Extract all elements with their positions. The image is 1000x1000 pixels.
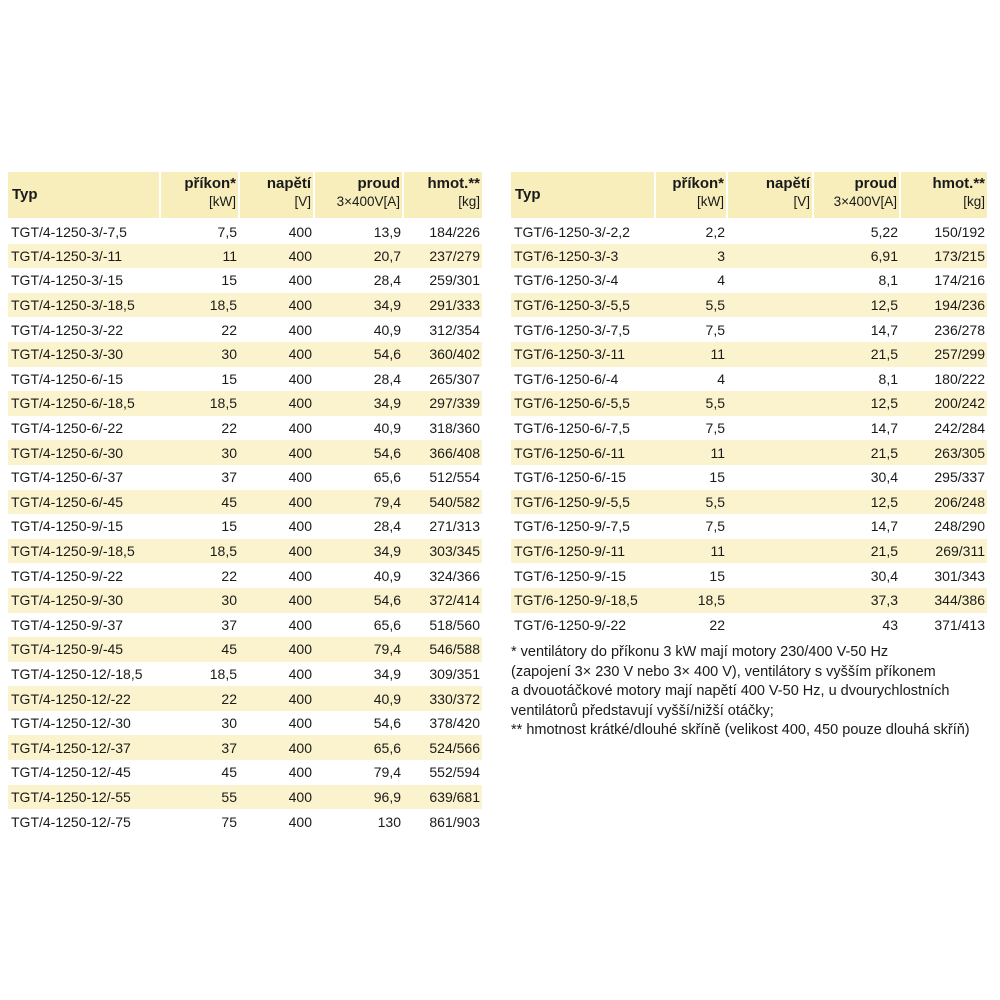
cell-proud: 6,91 bbox=[727, 244, 900, 269]
cell-typ: TGT/6-1250-3/-7,5 bbox=[514, 321, 630, 338]
cell-prikon: 5,5 bbox=[655, 391, 727, 416]
cell-prikon: 18,5 bbox=[160, 293, 239, 318]
cell-prikon: 15 bbox=[221, 370, 237, 387]
table-row bbox=[8, 613, 482, 638]
header-proud: proud 3×400V[A] bbox=[314, 172, 403, 219]
cell-hmotnost: 330/372 bbox=[403, 686, 482, 711]
cell-hmotnost: 301/343 bbox=[934, 567, 985, 584]
cell-prikon: 2,2 bbox=[705, 223, 725, 240]
cell-typ: TGT/6-1250-3/-5,5 bbox=[511, 293, 655, 318]
cell-prikon: 5,5 bbox=[655, 293, 727, 318]
cell-typ: TGT/4-1250-6/-30 bbox=[8, 440, 160, 465]
cell-prikon: 22 bbox=[221, 321, 237, 338]
cell-typ: TGT/4-1250-12/-18,5 bbox=[11, 665, 143, 682]
cell-prikon: 22 bbox=[221, 567, 237, 584]
header-prikon: příkon* [kW] bbox=[655, 172, 727, 219]
cell-hmotnost: 552/594 bbox=[429, 764, 480, 781]
cell-proud: 20,7 bbox=[314, 244, 403, 269]
header-prikon: příkon* [kW] bbox=[160, 172, 239, 219]
cell-proud: 96,9 bbox=[314, 785, 403, 810]
cell-napeti: 400 bbox=[288, 665, 312, 682]
cell-hmotnost: 378/420 bbox=[429, 715, 480, 732]
table-row bbox=[8, 711, 482, 736]
cell-proud: 28,4 bbox=[373, 370, 401, 387]
cell-typ: TGT/6-1250-6/-5,5 bbox=[511, 391, 655, 416]
cell-prikon: 22 bbox=[160, 686, 239, 711]
table-row bbox=[8, 588, 482, 613]
cell-hmotnost: 303/345 bbox=[403, 539, 482, 564]
cell-prikon: 11 bbox=[655, 342, 727, 367]
cell-prikon: 30 bbox=[160, 588, 239, 613]
cell-napeti: 400 bbox=[239, 588, 314, 613]
cell-proud: 28,4 bbox=[373, 518, 401, 535]
cell-hmotnost: 242/284 bbox=[934, 420, 985, 437]
cell-hmotnost: 194/236 bbox=[900, 293, 987, 318]
cell-napeti: 400 bbox=[288, 370, 312, 387]
table-row bbox=[8, 244, 482, 269]
table-row bbox=[511, 391, 987, 416]
cell-hmotnost: 180/222 bbox=[934, 370, 985, 387]
cell-proud: 12,5 bbox=[727, 293, 900, 318]
cell-prikon: 22 bbox=[221, 420, 237, 437]
cell-proud: 65,6 bbox=[314, 735, 403, 760]
cell-typ: TGT/4-1250-9/-22 bbox=[11, 567, 124, 584]
cell-hmotnost: 237/279 bbox=[403, 244, 482, 269]
cell-typ: TGT/6-1250-9/-11 bbox=[511, 539, 655, 564]
cell-proud: 40,9 bbox=[373, 321, 401, 338]
cell-hmotnost: 546/588 bbox=[403, 637, 482, 662]
cell-proud: 21,5 bbox=[727, 440, 900, 465]
cell-hmotnost: 206/248 bbox=[900, 490, 987, 515]
spec-table-left bbox=[8, 172, 482, 834]
cell-typ: TGT/4-1250-12/-22 bbox=[8, 686, 160, 711]
table-row bbox=[511, 588, 987, 613]
cell-hmotnost: 291/333 bbox=[403, 293, 482, 318]
header-typ: Typ bbox=[8, 172, 160, 219]
cell-prikon: 45 bbox=[160, 637, 239, 662]
cell-napeti: 400 bbox=[288, 223, 312, 240]
cell-hmotnost: 297/339 bbox=[403, 391, 482, 416]
cell-typ: TGT/4-1250-3/-11 bbox=[8, 244, 160, 269]
cell-prikon: 3 bbox=[655, 244, 727, 269]
table-row bbox=[511, 440, 987, 465]
cell-napeti: 400 bbox=[239, 686, 314, 711]
table-row bbox=[8, 760, 482, 785]
table-row bbox=[511, 244, 987, 269]
cell-proud: 130 bbox=[377, 813, 401, 830]
cell-typ: TGT/4-1250-6/-45 bbox=[8, 490, 160, 515]
cell-proud: 14,7 bbox=[870, 518, 898, 535]
cell-proud: 40,9 bbox=[314, 686, 403, 711]
table-row bbox=[8, 514, 482, 539]
cell-prikon: 18,5 bbox=[655, 588, 727, 613]
cell-proud: 8,1 bbox=[878, 370, 898, 387]
table-row bbox=[511, 514, 987, 539]
cell-prikon: 55 bbox=[160, 785, 239, 810]
cell-napeti: 400 bbox=[288, 420, 312, 437]
cell-prikon: 30 bbox=[221, 715, 237, 732]
cell-hmotnost: 309/351 bbox=[429, 665, 480, 682]
cell-proud: 21,5 bbox=[727, 342, 900, 367]
table-row bbox=[511, 465, 987, 490]
cell-hmotnost: 269/311 bbox=[900, 539, 987, 564]
cell-napeti: 400 bbox=[239, 539, 314, 564]
cell-napeti: 400 bbox=[239, 342, 314, 367]
cell-napeti: 400 bbox=[288, 764, 312, 781]
cell-typ: TGT/4-1250-12/-45 bbox=[11, 764, 131, 781]
cell-prikon: 5,5 bbox=[655, 490, 727, 515]
cell-proud: 54,6 bbox=[373, 715, 401, 732]
cell-proud: 79,4 bbox=[373, 764, 401, 781]
cell-typ: TGT/4-1250-12/-30 bbox=[11, 715, 131, 732]
cell-typ: TGT/6-1250-6/-11 bbox=[511, 440, 655, 465]
cell-typ: TGT/6-1250-3/-2,2 bbox=[514, 223, 630, 240]
cell-proud: 40,9 bbox=[373, 420, 401, 437]
cell-proud: 54,6 bbox=[314, 342, 403, 367]
cell-typ: TGT/4-1250-3/-7,5 bbox=[11, 223, 127, 240]
cell-napeti: 400 bbox=[288, 813, 312, 830]
cell-napeti: 400 bbox=[239, 440, 314, 465]
cell-prikon: 7,5 bbox=[705, 420, 725, 437]
cell-hmotnost: 174/216 bbox=[934, 272, 985, 289]
cell-napeti: 400 bbox=[288, 321, 312, 338]
header-napeti: napětí [V] bbox=[239, 172, 314, 219]
cell-proud: 65,6 bbox=[373, 469, 401, 486]
cell-typ: TGT/6-1250-6/-4 bbox=[514, 370, 619, 387]
cell-proud: 30,4 bbox=[870, 567, 898, 584]
cell-prikon: 4 bbox=[717, 272, 725, 289]
cell-proud: 79,4 bbox=[314, 637, 403, 662]
cell-proud: 54,6 bbox=[314, 588, 403, 613]
table-header-row bbox=[511, 172, 987, 219]
header-hmotnost: hmot.** [kg] bbox=[403, 172, 482, 219]
cell-proud: 34,9 bbox=[314, 391, 403, 416]
cell-hmotnost: 518/560 bbox=[429, 616, 480, 633]
table-row bbox=[8, 465, 482, 490]
table-row bbox=[8, 367, 482, 392]
cell-prikon: 18,5 bbox=[160, 391, 239, 416]
cell-hmotnost: 271/313 bbox=[429, 518, 480, 535]
cell-proud: 34,9 bbox=[314, 539, 403, 564]
table-row bbox=[8, 785, 482, 810]
footnote-line: ventilátorů představují vyšší/nižší otáčky; bbox=[511, 702, 774, 719]
footnotes bbox=[511, 643, 996, 741]
cell-prikon: 7,5 bbox=[217, 223, 237, 240]
cell-prikon: 18,5 bbox=[209, 665, 237, 682]
cell-typ: TGT/4-1250-6/-37 bbox=[11, 469, 124, 486]
cell-prikon: 18,5 bbox=[160, 539, 239, 564]
cell-typ: TGT/6-1250-3/-3 bbox=[511, 244, 655, 269]
cell-napeti: 400 bbox=[288, 272, 312, 289]
cell-typ: TGT/6-1250-9/-18,5 bbox=[511, 588, 655, 613]
cell-napeti: 400 bbox=[239, 293, 314, 318]
cell-prikon: 37 bbox=[221, 616, 237, 633]
cell-proud: 28,4 bbox=[373, 272, 401, 289]
table-row bbox=[8, 317, 482, 342]
cell-hmotnost: 236/278 bbox=[934, 321, 985, 338]
table-row bbox=[511, 342, 987, 367]
cell-hmotnost: 200/242 bbox=[900, 391, 987, 416]
cell-proud: 8,1 bbox=[878, 272, 898, 289]
cell-proud: 21,5 bbox=[727, 539, 900, 564]
cell-typ: TGT/4-1250-6/-18,5 bbox=[8, 391, 160, 416]
table-row bbox=[8, 219, 482, 244]
table-row bbox=[8, 735, 482, 760]
cell-prikon: 7,5 bbox=[705, 321, 725, 338]
cell-typ: TGT/4-1250-12/-37 bbox=[8, 735, 160, 760]
cell-typ: TGT/6-1250-3/-4 bbox=[514, 272, 619, 289]
footnote-line: * ventilátory do příkonu 3 kW mají motory 230/400 V-50 Hz bbox=[511, 644, 889, 660]
cell-typ: TGT/6-1250-6/-15 bbox=[514, 469, 627, 486]
cell-prikon: 11 bbox=[160, 244, 239, 269]
cell-hmotnost: 259/301 bbox=[429, 272, 480, 289]
cell-typ: TGT/4-1250-9/-45 bbox=[8, 637, 160, 662]
table-row bbox=[511, 219, 987, 244]
cell-hmotnost: 524/566 bbox=[403, 735, 482, 760]
cell-proud: 34,9 bbox=[373, 665, 401, 682]
cell-typ: TGT/4-1250-6/-15 bbox=[11, 370, 124, 387]
cell-hmotnost: 372/414 bbox=[403, 588, 482, 613]
cell-hmotnost: 540/582 bbox=[403, 490, 482, 515]
cell-hmotnost: 184/226 bbox=[429, 223, 480, 240]
table-row bbox=[8, 268, 482, 293]
table-row bbox=[8, 662, 482, 687]
cell-napeti: 400 bbox=[288, 616, 312, 633]
cell-typ: TGT/6-1250-9/-7,5 bbox=[514, 518, 630, 535]
cell-hmotnost: 512/554 bbox=[429, 469, 480, 486]
cell-hmotnost: 295/337 bbox=[934, 469, 985, 486]
cell-proud: 12,5 bbox=[727, 490, 900, 515]
cell-typ: TGT/4-1250-12/-75 bbox=[11, 813, 131, 830]
header-hmotnost: hmot.** [kg] bbox=[900, 172, 987, 219]
cell-typ: TGT/4-1250-3/-15 bbox=[11, 272, 124, 289]
footnote-line: ** hmotnost krátké/dlouhé skříně (velikost 400, 450 pouze dlouhá skříň) bbox=[511, 722, 970, 738]
cell-prikon: 75 bbox=[221, 813, 237, 830]
header-napeti: napětí [V] bbox=[727, 172, 813, 219]
cell-napeti: 400 bbox=[239, 637, 314, 662]
cell-prikon: 45 bbox=[160, 490, 239, 515]
table-row bbox=[511, 293, 987, 318]
table-header-row bbox=[8, 172, 482, 219]
table-row bbox=[511, 539, 987, 564]
cell-napeti: 400 bbox=[239, 785, 314, 810]
table-row bbox=[8, 539, 482, 564]
cell-proud: 12,5 bbox=[727, 391, 900, 416]
table-row bbox=[8, 637, 482, 662]
table-row bbox=[511, 563, 987, 588]
cell-hmotnost: 371/413 bbox=[934, 616, 985, 633]
cell-proud: 43 bbox=[882, 616, 898, 633]
cell-proud: 34,9 bbox=[314, 293, 403, 318]
cell-napeti: 400 bbox=[288, 715, 312, 732]
cell-hmotnost: 150/192 bbox=[934, 223, 985, 240]
cell-prikon: 7,5 bbox=[705, 518, 725, 535]
cell-typ: TGT/6-1250-3/-11 bbox=[511, 342, 655, 367]
cell-proud: 14,7 bbox=[870, 420, 898, 437]
cell-typ: TGT/4-1250-9/-15 bbox=[11, 518, 124, 535]
cell-typ: TGT/6-1250-9/-15 bbox=[514, 567, 627, 584]
cell-prikon: 30 bbox=[160, 440, 239, 465]
cell-prikon: 15 bbox=[221, 518, 237, 535]
cell-prikon: 11 bbox=[655, 539, 727, 564]
cell-proud: 13,9 bbox=[373, 223, 401, 240]
table-row bbox=[8, 416, 482, 441]
cell-hmotnost: 312/354 bbox=[429, 321, 480, 338]
table-row bbox=[8, 686, 482, 711]
cell-typ: TGT/4-1250-9/-18,5 bbox=[8, 539, 160, 564]
cell-typ: TGT/4-1250-3/-18,5 bbox=[8, 293, 160, 318]
cell-napeti: 400 bbox=[288, 567, 312, 584]
cell-typ: TGT/4-1250-3/-30 bbox=[8, 342, 160, 367]
cell-prikon: 22 bbox=[709, 616, 725, 633]
cell-proud: 14,7 bbox=[870, 321, 898, 338]
cell-prikon: 15 bbox=[709, 469, 725, 486]
table-row bbox=[8, 342, 482, 367]
cell-hmotnost: 318/360 bbox=[429, 420, 480, 437]
cell-prikon: 15 bbox=[221, 272, 237, 289]
table-row bbox=[511, 317, 987, 342]
cell-typ: TGT/6-1250-9/-22 bbox=[514, 616, 627, 633]
cell-prikon: 30 bbox=[160, 342, 239, 367]
cell-hmotnost: 257/299 bbox=[900, 342, 987, 367]
cell-napeti: 400 bbox=[239, 735, 314, 760]
cell-hmotnost: 263/305 bbox=[900, 440, 987, 465]
cell-prikon: 37 bbox=[221, 469, 237, 486]
table-row bbox=[511, 613, 987, 638]
cell-prikon: 4 bbox=[717, 370, 725, 387]
cell-typ: TGT/4-1250-9/-37 bbox=[11, 616, 124, 633]
cell-hmotnost: 360/402 bbox=[403, 342, 482, 367]
cell-prikon: 15 bbox=[709, 567, 725, 584]
cell-napeti: 400 bbox=[239, 244, 314, 269]
table-row bbox=[8, 809, 482, 834]
cell-hmotnost: 366/408 bbox=[403, 440, 482, 465]
spec-table-right bbox=[511, 172, 987, 637]
table-row bbox=[8, 293, 482, 318]
cell-proud: 5,22 bbox=[870, 223, 898, 240]
cell-napeti: 400 bbox=[288, 518, 312, 535]
table-row bbox=[8, 440, 482, 465]
cell-proud: 79,4 bbox=[314, 490, 403, 515]
table-row bbox=[511, 367, 987, 392]
table-row bbox=[8, 391, 482, 416]
cell-proud: 54,6 bbox=[314, 440, 403, 465]
header-proud: proud 3×400V[A] bbox=[813, 172, 900, 219]
cell-typ: TGT/4-1250-3/-22 bbox=[11, 321, 124, 338]
cell-prikon: 37 bbox=[160, 735, 239, 760]
cell-hmotnost: 324/366 bbox=[429, 567, 480, 584]
cell-hmotnost: 344/386 bbox=[900, 588, 987, 613]
cell-hmotnost: 639/681 bbox=[403, 785, 482, 810]
cell-proud: 37,3 bbox=[727, 588, 900, 613]
header-typ: Typ bbox=[511, 172, 655, 219]
table-row bbox=[511, 268, 987, 293]
cell-proud: 65,6 bbox=[373, 616, 401, 633]
cell-proud: 30,4 bbox=[870, 469, 898, 486]
cell-hmotnost: 265/307 bbox=[429, 370, 480, 387]
footnote-line: a dvouotáčkové motory mají napětí 400 V-50 Hz, u dvourychlostních bbox=[511, 683, 950, 699]
table-row bbox=[511, 490, 987, 515]
table-row bbox=[8, 490, 482, 515]
footnote-line: (zapojení 3× 230 V nebo 3× 400 V), ventilátory s vyšším příkonem bbox=[511, 663, 936, 680]
cell-prikon: 11 bbox=[655, 440, 727, 465]
cell-typ: TGT/6-1250-6/-7,5 bbox=[514, 420, 630, 437]
cell-hmotnost: 173/215 bbox=[900, 244, 987, 269]
cell-hmotnost: 861/903 bbox=[429, 813, 480, 830]
cell-napeti: 400 bbox=[239, 490, 314, 515]
cell-napeti: 400 bbox=[288, 469, 312, 486]
cell-typ: TGT/4-1250-6/-22 bbox=[11, 420, 124, 437]
table-row bbox=[511, 416, 987, 441]
cell-napeti: 400 bbox=[239, 391, 314, 416]
cell-typ: TGT/4-1250-9/-30 bbox=[8, 588, 160, 613]
cell-typ: TGT/4-1250-12/-55 bbox=[8, 785, 160, 810]
cell-typ: TGT/6-1250-9/-5,5 bbox=[511, 490, 655, 515]
cell-hmotnost: 248/290 bbox=[934, 518, 985, 535]
cell-prikon: 45 bbox=[221, 764, 237, 781]
cell-proud: 40,9 bbox=[373, 567, 401, 584]
table-row bbox=[8, 563, 482, 588]
